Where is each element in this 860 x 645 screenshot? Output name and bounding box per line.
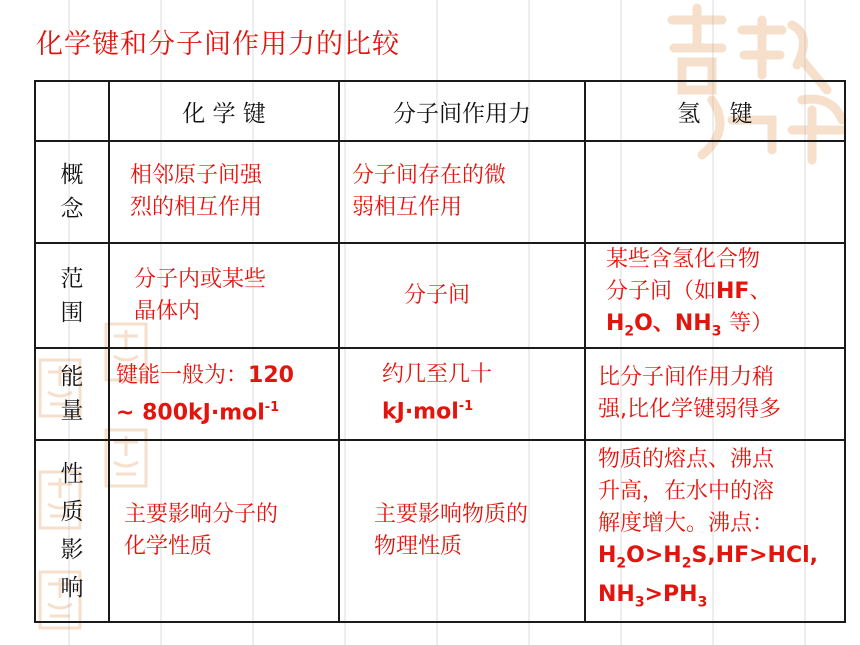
cell-line: 键能一般为：120 xyxy=(116,362,294,388)
row-label-char: 念 xyxy=(60,196,84,222)
cell-line: 分子间存在的微 xyxy=(352,163,507,188)
table-row-property-effect xyxy=(35,440,845,622)
cell-property-hydrogen-bond xyxy=(585,440,845,622)
header-corner xyxy=(35,81,109,141)
cell-scope-intermolecular xyxy=(339,243,585,348)
row-label-char: 响 xyxy=(60,575,84,602)
cell-line: $NH_3>PH_3$ xyxy=(598,582,708,611)
cell-line: 物理性质 xyxy=(374,534,463,560)
cell-concept-hydrogen-bond xyxy=(585,141,845,243)
table-header-row xyxy=(35,81,845,141)
cell-line: 物质的熔点、沸点 xyxy=(598,447,775,472)
cell-line: ~ 800kJ·mol$^{-1}$ xyxy=(116,399,280,426)
cell-line: 主要影响分子的 xyxy=(124,502,279,528)
table-row-energy xyxy=(35,348,845,440)
cell-line: $H_2O>H_2S,HF>HCl$, xyxy=(598,543,819,572)
cell-line: 分子内或某些 xyxy=(134,266,267,292)
header-chemical-bond: 化 学 键 xyxy=(109,81,339,141)
cell-line: 强,比化学键弱得多 xyxy=(598,397,781,423)
cell-line: 化学性质 xyxy=(124,534,213,560)
cell-energy-intermolecular xyxy=(339,348,585,440)
comparison-table xyxy=(34,80,846,623)
table-row-concept xyxy=(35,141,845,243)
cell-energy-chemical-bond xyxy=(109,348,339,440)
table-row-scope xyxy=(35,243,845,348)
cell-scope-chemical-bond xyxy=(109,243,339,348)
cell-line: 升高，在水中的溶 xyxy=(598,479,775,504)
cell-line: 晶体内 xyxy=(134,298,201,324)
cell-line: 比分子间作用力稍 xyxy=(598,365,775,391)
row-label-concept xyxy=(35,141,109,243)
header-intermolecular-force: 分子间作用力 xyxy=(339,81,585,141)
cell-line: kJ·mol$^{-1}$ xyxy=(382,399,474,425)
cell-line: 解度增大。沸点： xyxy=(598,511,775,536)
row-label-char: 范 xyxy=(60,265,84,292)
page-title: 化学键和分子间作用力的比较 xyxy=(36,29,400,60)
cell-line: 相邻原子间强 xyxy=(130,163,263,188)
cell-energy-hydrogen-bond xyxy=(585,348,845,440)
cell-line: 分子间（如HF、 xyxy=(606,279,772,304)
header-hydrogen-bond: 氢 键 xyxy=(585,81,845,141)
cell-line: 分子间 xyxy=(404,282,471,308)
row-label-char: 质 xyxy=(60,499,84,526)
row-label-char: 影 xyxy=(60,537,84,564)
row-label-char: 量 xyxy=(60,398,84,425)
cell-concept-intermolecular xyxy=(339,141,585,243)
cell-line: 弱相互作用 xyxy=(352,195,463,220)
row-label-char: 围 xyxy=(60,299,84,326)
cell-line: 烈的相互作用 xyxy=(130,195,263,220)
cell-concept-chemical-bond xyxy=(109,141,339,243)
row-label-char: 能 xyxy=(60,364,84,391)
cell-property-intermolecular xyxy=(339,440,585,622)
row-label-scope xyxy=(35,243,109,348)
row-label-char: 性 xyxy=(60,461,84,488)
cell-property-chemical-bond xyxy=(109,440,339,622)
cell-line: 某些含氢化合物 xyxy=(606,247,761,272)
cell-line: 主要影响物质的 xyxy=(374,502,529,528)
row-label-property-effect xyxy=(35,440,109,622)
cell-scope-hydrogen-bond xyxy=(585,243,845,348)
cell-line: 约几至几十 xyxy=(382,362,493,388)
row-label-energy xyxy=(35,348,109,440)
cell-line: $H_2O$、$NH_3$ 等） xyxy=(606,311,774,340)
row-label-char: 概 xyxy=(60,162,84,188)
